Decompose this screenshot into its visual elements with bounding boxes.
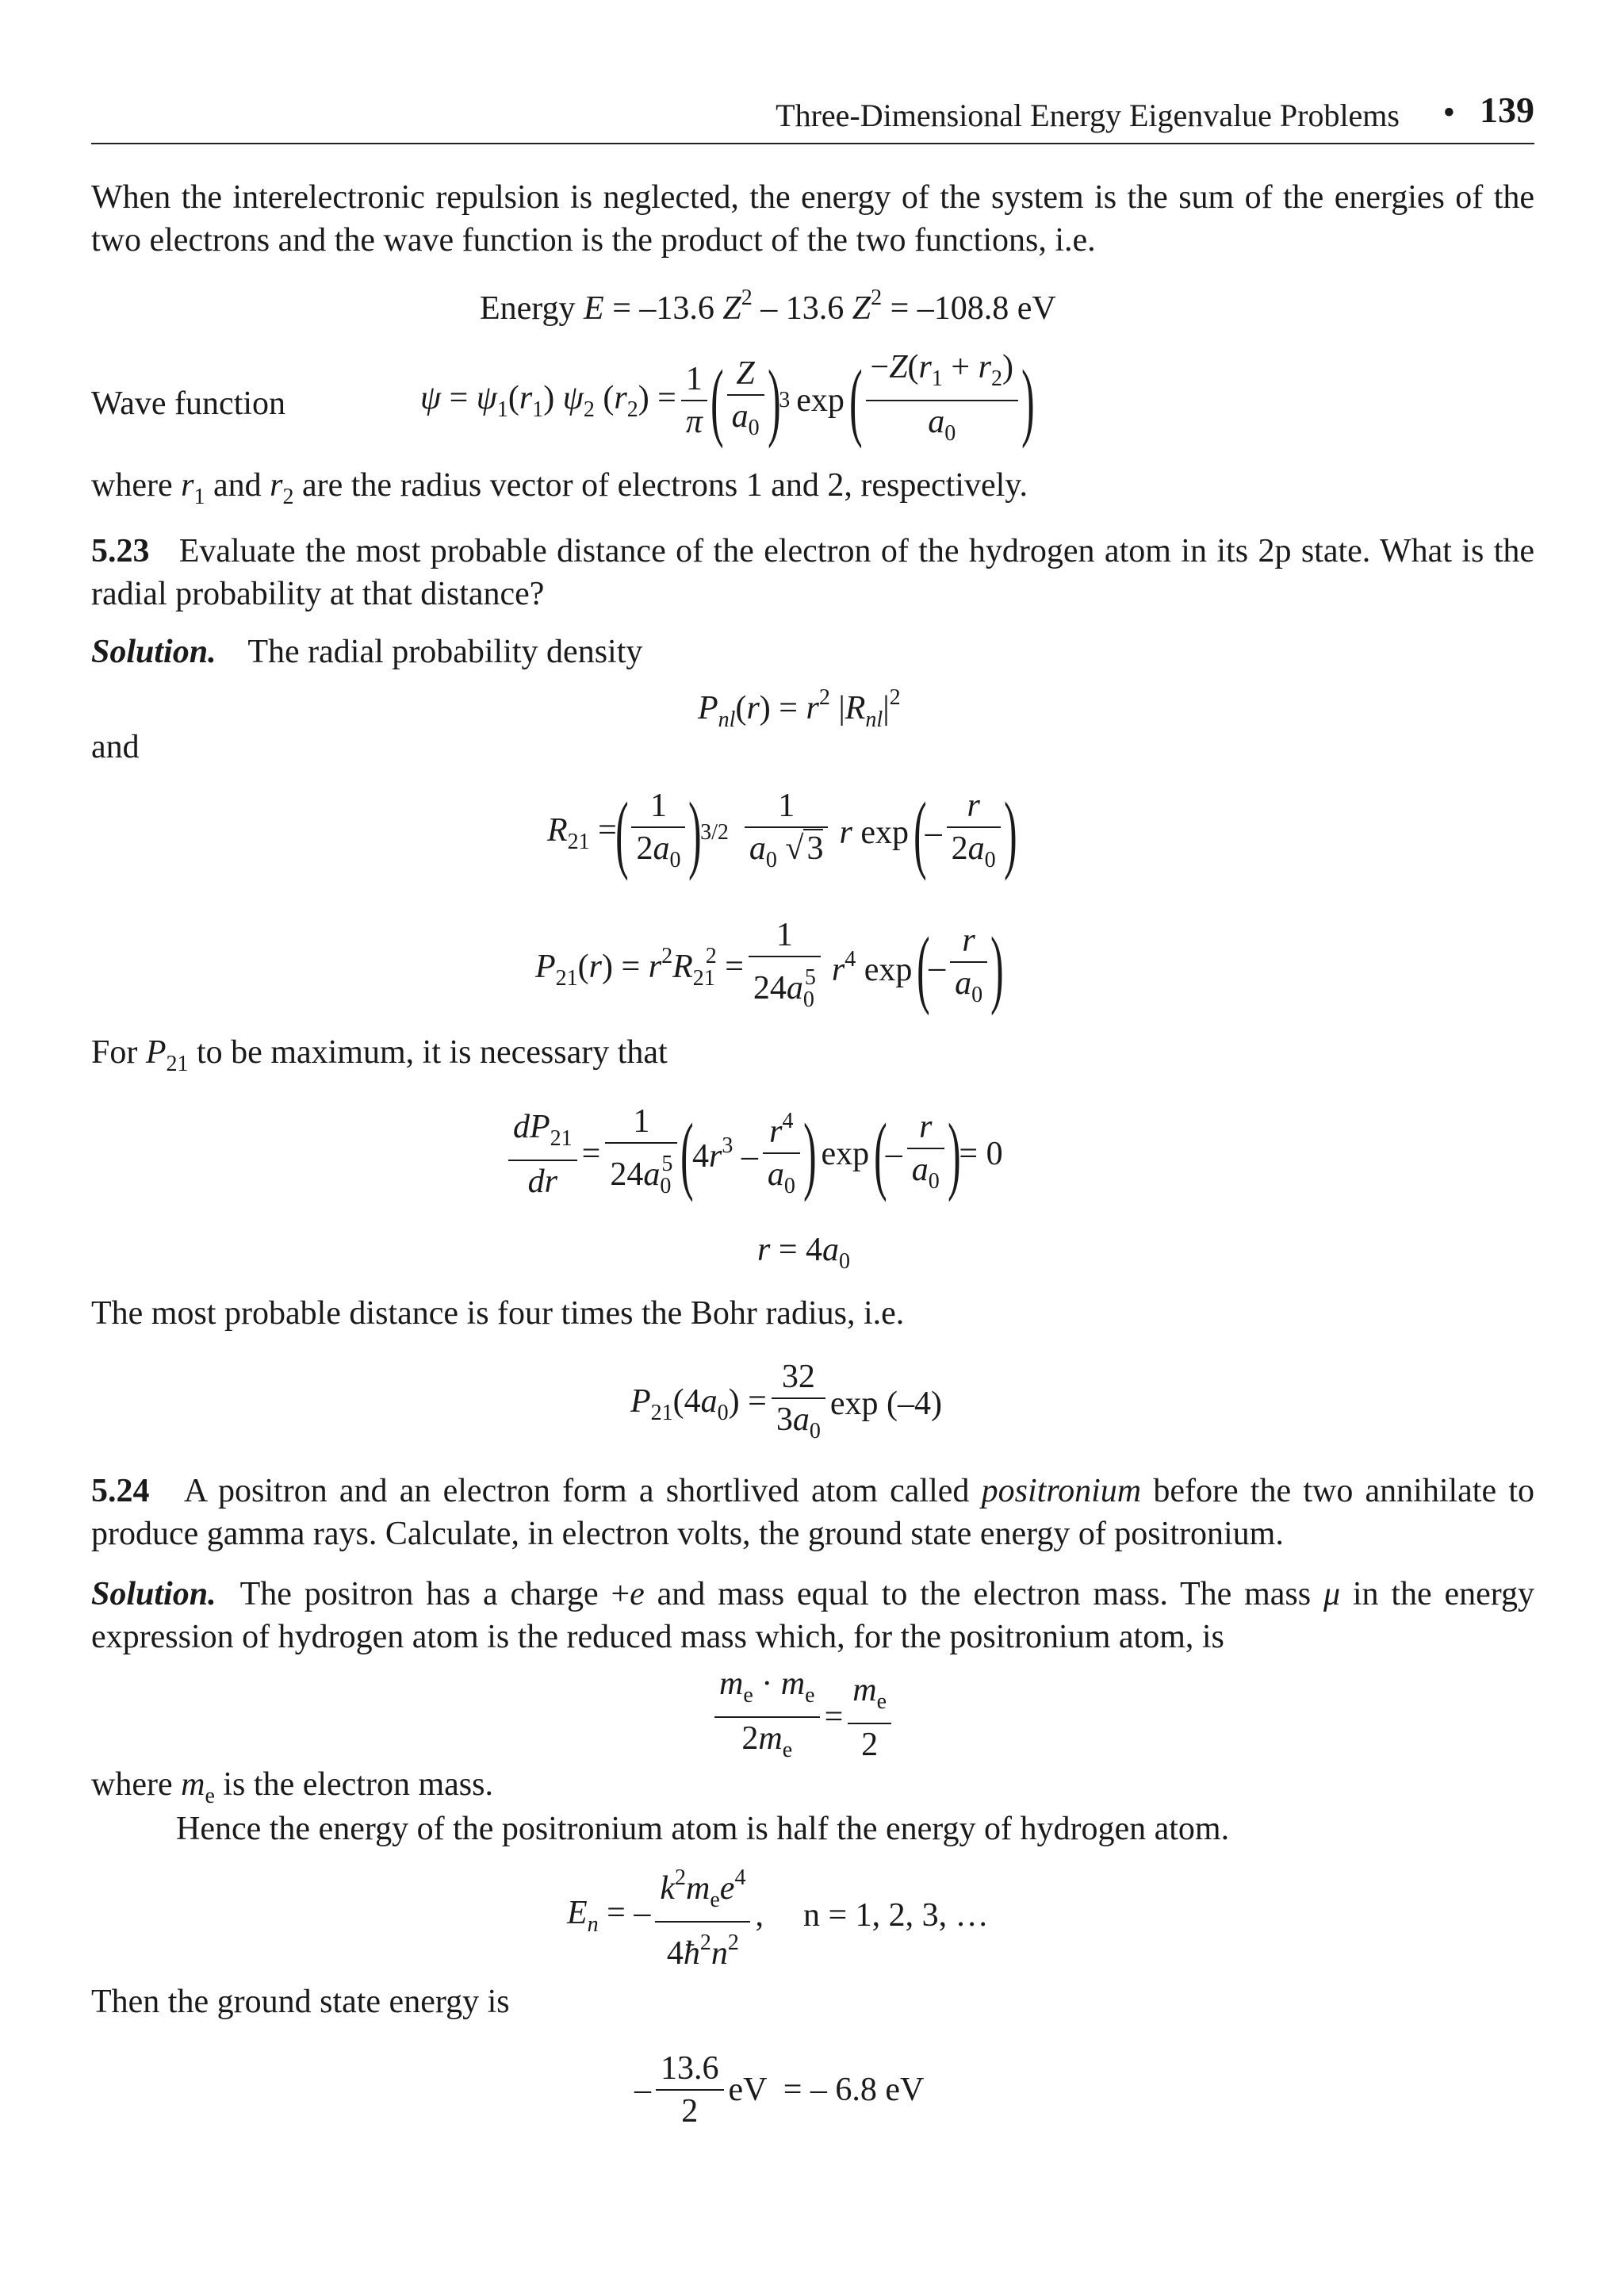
problem-number: 5.24 — [91, 1473, 150, 1509]
problem-number: 5.23 — [91, 533, 150, 569]
problem-5-23 — [91, 530, 1534, 615]
n-values: n = 1, 2, 3, … — [802, 1897, 989, 1934]
where-radius-line: where $r_1$ and $r_2$ are the radius vector of electrons 1 and 2, respectively. — [91, 467, 1028, 509]
r21-equation: $R_{21}$ = ( $\frac{1}{2a_0}$ ) 3/2 $\frac{1}{a_0 √3}$ r exp ( – $\frac{r}{2a_0}$ ) — [547, 784, 1017, 881]
solution-label: Solution. — [91, 1576, 216, 1612]
hence-text: Hence the energy of the positronium atom is half the energy of hydrogen atom. — [176, 1811, 1230, 1847]
solution-5-24: Solution. The positron has a charge +e and mass equal to the electron mass. The mass μ in the energy expression of hydrogen atom is the reduced mass which, for the positronium atom, is — [91, 1576, 1534, 1655]
solution-5-23: Solution. The radial probability density — [91, 634, 643, 670]
wave-function-label: Wave function — [91, 385, 286, 422]
energy-equation: Energy E = –13.6 $Z^2 - 13.6$ $Z^2 = -108.8$ eV — [480, 286, 1056, 327]
problem-5-24: 5.24 A positron and an electron form a shortlived atom called positronium before the two annihilate to produce gamma rays. Calculate, in electron volts, the ground state energy of positronium. — [91, 1473, 1535, 1552]
and-text: and — [91, 729, 140, 765]
header-bullet: • — [1442, 93, 1455, 132]
radial-density-equation: $P_{nl}(r) = r^2$ $|R_{nl}|^2$ — [698, 685, 901, 732]
maximum-condition-line: For $P_{21}$ to be maximum, it is necessary that — [91, 1034, 668, 1076]
p21-equation: $P_{21}(r) = r^2R_{21}^2$ = $\frac{1}{24a_0^5}$ $r^4$ exp ( – $\frac{r}{a_0}$ ) — [535, 912, 1002, 1023]
header-title: Three-Dimensional Energy Eigenvalue Problems — [776, 98, 1400, 133]
solution-label: Solution. — [91, 634, 216, 670]
page-number: 139 — [1480, 90, 1534, 130]
electron-mass-line: where $m_e$ is the electron mass. — [91, 1766, 493, 1808]
derivative-equation: $\frac{dP_{21}}{dr}$ = $\frac{1}{24a_0^5}$ ( $4r^3$ – $\frac{r^4}{a_0}$ ) exp ( – $\frac{r}{a_0}$ ) = 0 — [504, 1095, 1003, 1213]
reduced-mass-equation: $\frac{m_e \cdot m_e}{2m_e}$ = $\frac{m_e}{2}$ — [710, 1666, 896, 1769]
p21-at-4a0-equation: $P_{21}(4a_0)$ = $\frac{32}{3a_0}$ exp (–4) — [630, 1348, 942, 1459]
intro-paragraph: When the interelectronic repulsion is neglected, the energy of the system is the sum of the energies of the two electrons and the wave function is the product of the two functions, i.e. — [91, 179, 1534, 259]
r-equals-4a0: $r = 4a_0$ — [757, 1232, 851, 1274]
problem-text: Evaluate the most probable distance of the electron of the hydrogen atom in its 2p state. What is the radial probability at that distance? — [91, 533, 1535, 612]
energy-levels-equation: $E_n$ = – $\frac{k^2m_ee^4}{4ħ^2n^2}$ , n = 1, 2, 3, … — [567, 1860, 989, 1971]
energy-label: Energy — [480, 290, 576, 327]
most-probable-text: The most probable distance is four times the Bohr radius, i.e. — [91, 1295, 905, 1332]
running-header — [91, 87, 1534, 144]
ground-state-text: Then the ground state energy is — [91, 1984, 510, 2020]
wave-function-equation: $\psi = \psi_1(r_1)$ $\psi_2$ $(r_2)$ = $\frac{1}{\pi}$ ( $\frac{Z}{a_0}$ ) 3 exp ( $\frac{-Z(r_1 + r_2)}{a_0}$ ) — [420, 341, 1033, 460]
ground-state-equation: – $\frac{13.6}{2}$ eV = – 6.8 eV — [634, 2034, 924, 2145]
